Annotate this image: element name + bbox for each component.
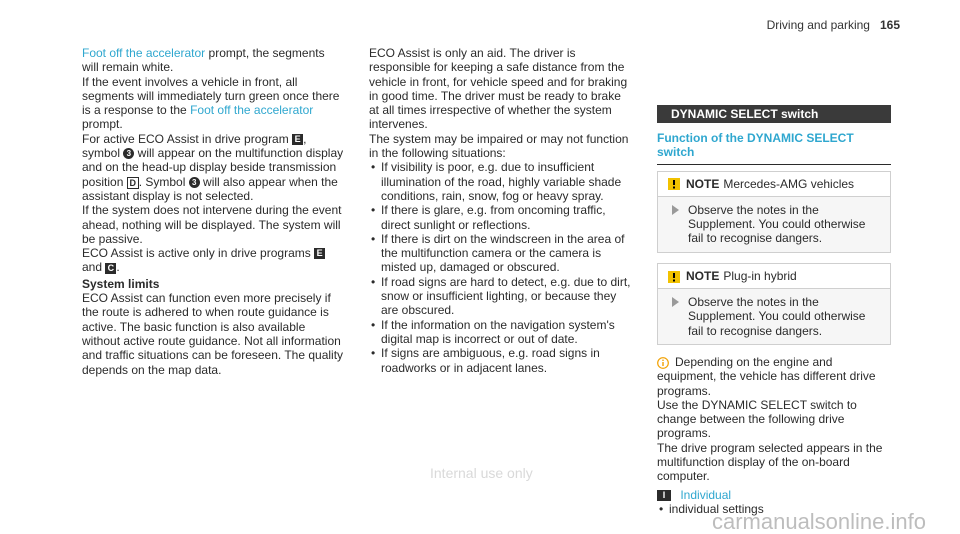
arrow-right-icon <box>672 205 679 215</box>
list-item: • If road signs are hard to detect, e.g. due to dirt, snow or insufficient lighting, or because they are obscured. <box>369 275 631 318</box>
paragraph: The drive program selected appears in the multifunction display of the on-board computer. <box>657 440 883 484</box>
paragraph: The system may be impaired or may not function in the following situations: <box>369 131 629 161</box>
text: For active ECO Assist in drive program <box>82 131 293 146</box>
drive-position-icon: D <box>127 177 139 189</box>
list-item: • If signs are ambiguous, e.g. road signs in roadworks or in adjacent lanes. <box>369 346 631 375</box>
text: . Symbol <box>138 174 189 189</box>
text: , symbol <box>82 131 307 161</box>
comfort-program-icon: C <box>105 263 116 274</box>
text: will appear on the multifunction display and on the head-up display beside transmission position <box>82 146 344 189</box>
note-box <box>657 171 891 253</box>
text: Depending on the engine and equipment, the vehicle has different drive programs. <box>657 354 876 398</box>
eco-program-icon: E <box>314 248 325 259</box>
column-1 <box>82 46 344 377</box>
note-box <box>657 263 891 345</box>
individual-link[interactable]: Individual <box>680 487 732 502</box>
individual-program-icon: I <box>657 490 671 501</box>
list-item: • If visibility is poor, e.g. due to insufficient illumination of the road, highly variable shade conditions, rain, snow, fog or heavy spray. <box>369 160 631 203</box>
paragraph: Use the DYNAMIC SELECT switch to change between the following drive programs. <box>657 397 857 441</box>
situations-list <box>369 160 631 374</box>
paragraph: ECO Assist can function even more precisely if the route is adhered to when route guidance is active. The basic function is also available without active route guidance. Not all information and traffic situations can be foreseen. The quality depends on the map data. <box>82 291 344 377</box>
section-title: DYNAMIC SELECT switch <box>657 105 891 123</box>
accelerator-link[interactable]: Foot off the accelerator <box>82 46 206 60</box>
watermark: Internal use only <box>430 465 533 481</box>
paragraph <box>82 75 344 132</box>
list-item: • If there is glare, e.g. from oncoming traffic, direct sunlight or reflections. <box>369 203 631 232</box>
info-note <box>657 355 891 398</box>
note-title: Plug-in hybrid <box>723 268 797 283</box>
paragraph <box>82 132 344 203</box>
page-number: 165 <box>879 18 900 32</box>
warning-icon <box>668 178 680 190</box>
text: will also appear when the assistant display is not selected. <box>82 174 338 203</box>
text: and <box>82 260 106 275</box>
text: Observe the notes in the Supplement. You could otherwise fail to recognise dangers. <box>688 295 866 338</box>
text: . <box>116 260 120 275</box>
paragraph <box>82 46 344 75</box>
list-item: • If the information on the navigation system's digital map is incorrect or out of date. <box>369 318 631 347</box>
list-item: • If there is dirt on the windscreen in the area of the multifunction camera or the camera is misted up, damaged or obscured. <box>369 232 631 275</box>
arrow-right-icon <box>672 297 679 307</box>
paragraph: If the system does not intervene during the event ahead, nothing will be displayed. The system will be passive. <box>82 203 342 246</box>
accelerator-link[interactable]: Foot off the accelerator <box>190 103 314 118</box>
note-header <box>658 264 890 289</box>
column-2 <box>369 46 631 375</box>
note-label: NOTE <box>686 268 720 283</box>
note-header <box>658 172 890 197</box>
note-body <box>658 197 890 252</box>
subsection-heading: Function of the DYNAMIC SELECT switch <box>657 131 891 165</box>
note-title: Mercedes-AMG vehicles <box>723 176 855 191</box>
warning-icon <box>668 271 680 283</box>
text: prompt. <box>82 117 123 132</box>
symbol-3-icon: 3 <box>189 177 200 188</box>
eco-program-icon: E <box>292 134 303 145</box>
text: ECO Assist is active only in drive programs <box>82 246 315 261</box>
list-item: • individual settings <box>657 502 891 516</box>
text: If the event involves a vehicle in front, all segments will immediately turn green once there is a response to the <box>82 74 340 118</box>
text: prompt, the segments will remain white. <box>82 46 325 75</box>
paragraph <box>82 246 344 275</box>
individual-program <box>657 488 891 502</box>
text: Observe the notes in the Supplement. You could otherwise fail to recognise dangers. <box>688 202 866 246</box>
system-limits-heading: System limits <box>82 276 160 291</box>
note-body <box>658 289 890 344</box>
footer-watermark: carmanualsonline.info <box>711 508 926 534</box>
info-icon <box>657 357 669 369</box>
symbol-3-icon: 3 <box>123 148 134 159</box>
column-3 <box>657 46 891 516</box>
header-section: Driving and parking <box>766 18 870 32</box>
note-label: NOTE <box>686 176 720 191</box>
paragraph: ECO Assist is only an aid. The driver is responsible for keeping a safe distance from the vehicle in front, for vehicle speed and for braking in good time. The driver must be ready to brake at all times irrespective of whether the system intervenes. <box>369 46 628 132</box>
page-header <box>767 18 900 32</box>
